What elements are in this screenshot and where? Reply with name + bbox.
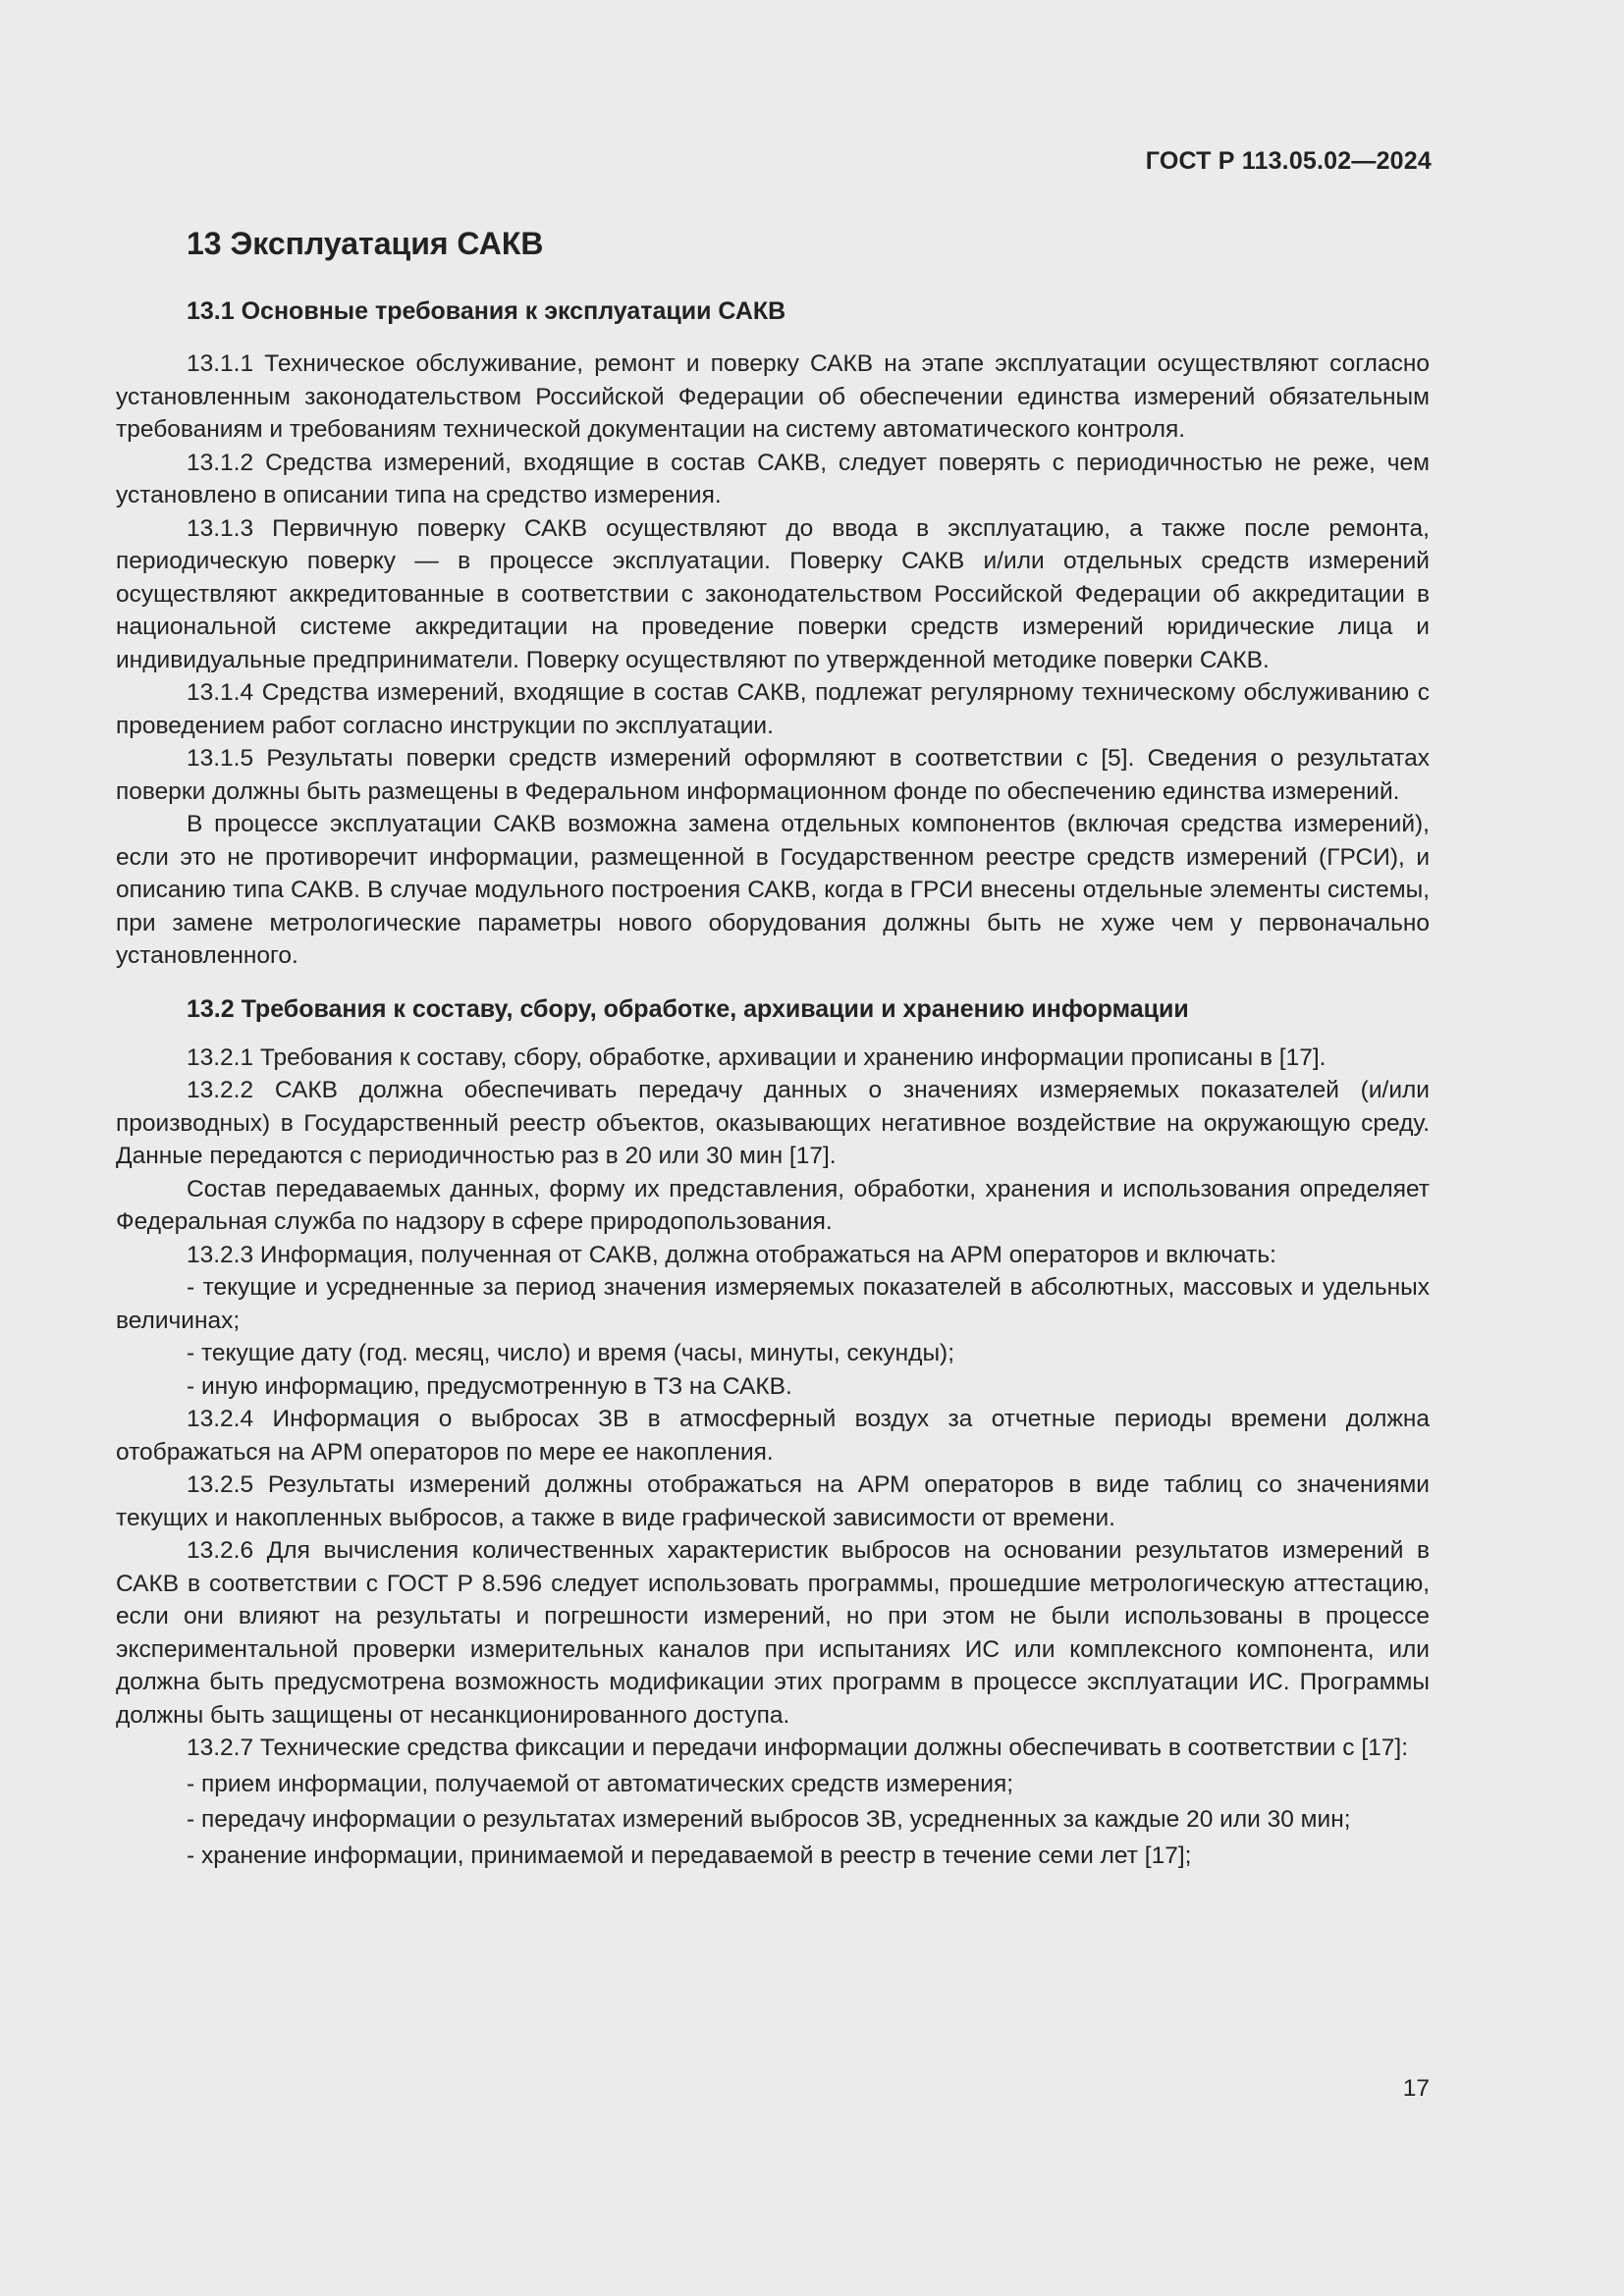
subsection-title-13-2: 13.2 Требования к составу, сбору, обработке, архивации и хранению информации [187, 994, 1189, 1023]
paragraph-13-2-6: 13.2.6 Для вычисления количественных характеристик выбросов на основании результатов измерений в САКВ в соответствии с ГОСТ Р 8.596 следует использовать программы, прошедшие метрологическую аттестацию, если они влияют на результаты и погрешности измерений, но при этом не были использованы в процессе экспериментальной проверки измерительных каналов при испытаниях ИС или комплексного компонента, или должна быть предусмотрена возможность модификации этих программ в процессе эксплуатации ИС. Программы должны быть защищены от несанкционированного доступа. [116, 1537, 1430, 1729]
list-item: - прием информации, получаемой от автоматических средств измерения; [187, 1770, 1014, 1797]
section-title: 13 Эксплуатация САКВ [187, 226, 544, 261]
paragraph-13-2-7: 13.2.7 Технические средства фиксации и передачи информации должны обеспечивать в соответствии с [17]: [187, 1735, 1409, 1761]
list-item: - текущие и усредненные за период значения измеряемых показателей в абсолютных, массовых и удельных величинах; [116, 1274, 1430, 1334]
list-item: - хранение информации, принимаемой и передаваемой в реестр в течение семи лет [17]; [187, 1842, 1192, 1869]
paragraph-13-2-2: 13.2.2 САКВ должна обеспечивать передачу данных о значениях измеряемых показателей (и/или производных) в Государственный реестр объектов, оказывающих негативное воздействие на окружающую среду. Данные передаются с периодичностью раз в 20 или 30 мин [17]. [116, 1077, 1430, 1169]
paragraph-13-1-1: 13.1.1 Техническое обслуживание, ремонт и поверку САКВ на этапе эксплуатации осуществляют согласно установленным законодательством Российской Федерации об обеспечении единства измерений обязательным требованиям и требованиям технической документации на систему автоматического контроля. [116, 350, 1430, 443]
paragraph-data-composition: Состав передаваемых данных, форму их представления, обработки, хранения и использования определяет Федеральная служба по надзору в сфере природопользования. [116, 1175, 1430, 1235]
document-code-header: ГОСТ Р 113.05.02—2024 [1145, 147, 1432, 175]
paragraph-component-replacement: В процессе эксплуатации САКВ возможна замена отдельных компонентов (включая средства измерений), если это не противоречит информации, размещенной в Государственном реестре средств измерений (ГРСИ), и описанию типа САКВ. В случае модульного построения САКВ, когда в ГРСИ внесены отдельные элементы системы, при замене метрологические параметры нового оборудования должны быть не хуже чем у первоначально установленного. [116, 811, 1430, 969]
list-item: - передачу информации о результатах измерений выбросов ЗВ, усредненных за каждые 20 или 30 мин; [187, 1806, 1351, 1833]
paragraph-13-1-2: 13.1.2 Средства измерений, входящие в состав САКВ, следует поверять с периодичностью не реже, чем установлено в описании типа на средство измерения. [116, 449, 1430, 508]
page-number: 17 [1402, 2075, 1430, 2102]
paragraph-13-1-5: 13.1.5 Результаты поверки средств измерений оформляют в соответствии с [5]. Сведения о результатах поверки должны быть размещены в Федеральном информационном фонде по обеспечению единства измерений. [116, 745, 1430, 805]
paragraph-13-2-4: 13.2.4 Информация о выбросах ЗВ в атмосферный воздух за отчетные периоды времени должна отображаться на АРМ операторов по мере ее накопления. [116, 1406, 1430, 1466]
paragraph-13-2-1: 13.2.1 Требования к составу, сбору, обработке, архивации и хранению информации прописаны в [17]. [187, 1043, 1326, 1071]
list-item: - текущие дату (год. месяц, число) и время (часы, минуты, секунды); [187, 1340, 955, 1366]
paragraph-13-1-3: 13.1.3 Первичную поверку САКВ осуществляют до ввода в эксплуатацию, а также после ремонта, периодическую поверку — в процессе эксплуатации. Поверку САКВ и/или отдельных средств измерений осуществляют аккредитованные в соответствии с законодательством Российской Федерации об аккредитации в национальной системе аккредитации на проведение поверки средств измерений юридические лица и индивидуальные предприниматели. Поверку осуществляют по утвержденной методике поверки САКВ. [116, 514, 1430, 673]
page-content [116, 224, 1430, 1872]
paragraph-13-2-3: 13.2.3 Информация, полученная от САКВ, должна отображаться на АРМ операторов и включать: [187, 1241, 1276, 1268]
subsection-title-13-1: 13.1 Основные требования к эксплуатации САКВ [187, 297, 786, 325]
list-item: - иную информацию, предусмотренную в ТЗ на САКВ. [187, 1372, 792, 1400]
paragraph-13-2-5: 13.2.5 Результаты измерений должны отображаться на АРМ операторов в виде таблиц со значениями текущих и накопленных выбросов, а также в виде графической зависимости от времени. [116, 1471, 1430, 1531]
paragraph-13-1-4: 13.1.4 Средства измерений, входящие в состав САКВ, подлежат регулярному техническому обслуживанию с проведением работ согласно инструкции по эксплуатации. [116, 679, 1430, 739]
